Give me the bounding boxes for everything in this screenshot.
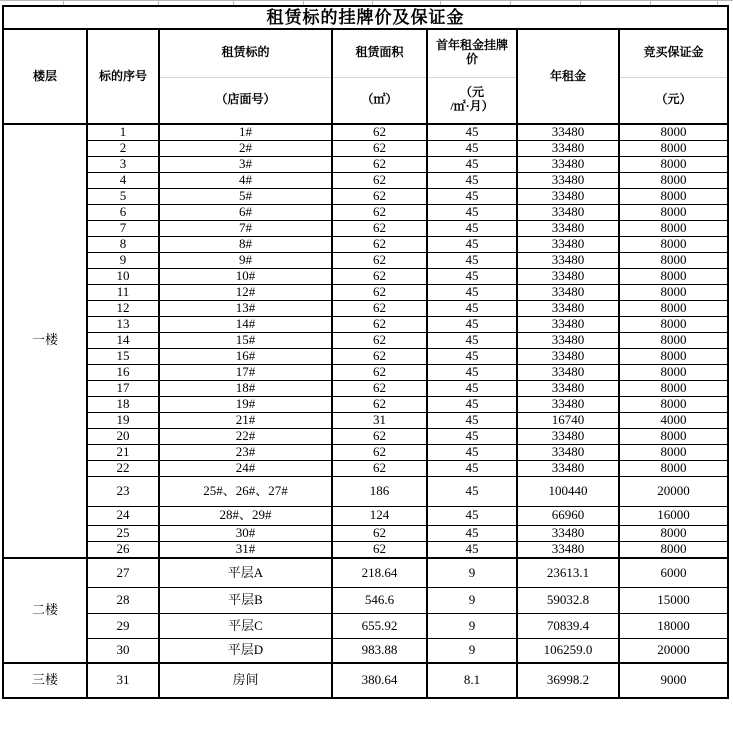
deposit-cell: 8000: [619, 140, 728, 156]
header-target-unit: （店面号）: [159, 77, 332, 124]
header-deposit-unit: （元）: [619, 77, 728, 124]
area-cell: 983.88: [332, 639, 427, 663]
area-cell: 62: [332, 252, 427, 268]
serial-cell: 18: [87, 396, 159, 412]
deposit-cell: 8000: [619, 444, 728, 460]
shop-cell: 4#: [159, 172, 332, 188]
area-cell: 62: [332, 284, 427, 300]
shop-cell: 18#: [159, 380, 332, 396]
deposit-cell: 20000: [619, 476, 728, 506]
deposit-cell: 8000: [619, 380, 728, 396]
deposit-cell: 8000: [619, 396, 728, 412]
shop-cell: 9#: [159, 252, 332, 268]
annual-rent-cell: 33480: [517, 332, 619, 348]
annual-rent-cell: 36998.2: [517, 663, 619, 698]
deposit-cell: 8000: [619, 316, 728, 332]
price-cell: 45: [427, 252, 517, 268]
price-cell: 9: [427, 639, 517, 663]
table-row: [3, 506, 728, 525]
price-cell: 45: [427, 172, 517, 188]
header-serial: 标的序号: [87, 29, 159, 124]
table-row: [3, 428, 728, 444]
area-cell: 62: [332, 396, 427, 412]
serial-cell: 27: [87, 558, 159, 588]
shop-cell: 14#: [159, 316, 332, 332]
annual-rent-cell: 16740: [517, 412, 619, 428]
serial-cell: 1: [87, 124, 159, 140]
price-cell: 45: [427, 156, 517, 172]
price-cell: 9: [427, 588, 517, 614]
table-title: 租赁标的挂牌价及保证金: [3, 6, 728, 29]
annual-rent-cell: 33480: [517, 172, 619, 188]
area-cell: 62: [332, 268, 427, 284]
title-row: [3, 6, 728, 29]
deposit-cell: 9000: [619, 663, 728, 698]
area-cell: 62: [332, 541, 427, 557]
table-row: [3, 204, 728, 220]
shop-cell: 19#: [159, 396, 332, 412]
area-cell: 62: [332, 124, 427, 140]
table-row: [3, 558, 728, 588]
deposit-cell: 8000: [619, 220, 728, 236]
header-target: 租赁标的: [159, 29, 332, 77]
annual-rent-cell: 33480: [517, 380, 619, 396]
price-cell: 45: [427, 188, 517, 204]
deposit-cell: 8000: [619, 188, 728, 204]
deposit-cell: 4000: [619, 412, 728, 428]
price-cell: 45: [427, 348, 517, 364]
shop-cell: 7#: [159, 220, 332, 236]
serial-cell: 13: [87, 316, 159, 332]
table-row: [3, 284, 728, 300]
price-cell: 45: [427, 364, 517, 380]
annual-rent-cell: 33480: [517, 396, 619, 412]
table-row: [3, 172, 728, 188]
area-cell: 62: [332, 460, 427, 476]
serial-cell: 14: [87, 332, 159, 348]
serial-cell: 30: [87, 639, 159, 663]
annual-rent-cell: 33480: [517, 525, 619, 541]
area-cell: 62: [332, 172, 427, 188]
table-row: [3, 639, 728, 663]
price-cell: 45: [427, 220, 517, 236]
annual-rent-cell: 33480: [517, 364, 619, 380]
annual-rent-cell: 33480: [517, 300, 619, 316]
annual-rent-cell: 33480: [517, 140, 619, 156]
area-cell: 62: [332, 428, 427, 444]
area-cell: 62: [332, 525, 427, 541]
area-cell: 218.64: [332, 558, 427, 588]
serial-cell: 31: [87, 663, 159, 698]
serial-cell: 3: [87, 156, 159, 172]
deposit-cell: 8000: [619, 525, 728, 541]
table-row: [3, 300, 728, 316]
serial-cell: 20: [87, 428, 159, 444]
area-cell: 380.64: [332, 663, 427, 698]
serial-cell: 21: [87, 444, 159, 460]
price-cell: 45: [427, 444, 517, 460]
deposit-cell: 8000: [619, 428, 728, 444]
deposit-cell: 8000: [619, 300, 728, 316]
price-cell: 9: [427, 558, 517, 588]
price-cell: 45: [427, 140, 517, 156]
table-row: [3, 396, 728, 412]
area-cell: 62: [332, 316, 427, 332]
table-row: [3, 220, 728, 236]
serial-cell: 6: [87, 204, 159, 220]
annual-rent-cell: 33480: [517, 220, 619, 236]
serial-cell: 2: [87, 140, 159, 156]
table-row: [3, 316, 728, 332]
area-cell: 62: [332, 332, 427, 348]
deposit-cell: 8000: [619, 332, 728, 348]
price-cell: 45: [427, 412, 517, 428]
area-cell: 31: [332, 412, 427, 428]
serial-cell: 5: [87, 188, 159, 204]
shop-cell: 22#: [159, 428, 332, 444]
shop-cell: 1#: [159, 124, 332, 140]
deposit-cell: 15000: [619, 588, 728, 614]
annual-rent-cell: 33480: [517, 236, 619, 252]
deposit-cell: 8000: [619, 460, 728, 476]
shop-cell: 13#: [159, 300, 332, 316]
annual-rent-cell: 33480: [517, 284, 619, 300]
serial-cell: 12: [87, 300, 159, 316]
floor-cell: 二楼: [3, 558, 87, 663]
annual-rent-cell: 70839.4: [517, 614, 619, 639]
shop-cell: 25#、26#、27#: [159, 476, 332, 506]
annual-rent-cell: 106259.0: [517, 639, 619, 663]
deposit-cell: 8000: [619, 284, 728, 300]
serial-cell: 19: [87, 412, 159, 428]
price-cell: 45: [427, 506, 517, 525]
table-row: [3, 188, 728, 204]
table-row: [3, 252, 728, 268]
serial-cell: 24: [87, 506, 159, 525]
header-deposit: 竞买保证金: [619, 29, 728, 77]
price-cell: 45: [427, 396, 517, 412]
table-row: [3, 663, 728, 698]
deposit-cell: 20000: [619, 639, 728, 663]
shop-cell: 10#: [159, 268, 332, 284]
serial-cell: 4: [87, 172, 159, 188]
annual-rent-cell: 33480: [517, 252, 619, 268]
area-cell: 62: [332, 380, 427, 396]
shop-cell: 17#: [159, 364, 332, 380]
serial-cell: 26: [87, 541, 159, 557]
annual-rent-cell: 100440: [517, 476, 619, 506]
deposit-cell: 8000: [619, 172, 728, 188]
deposit-cell: 8000: [619, 204, 728, 220]
table-row: [3, 444, 728, 460]
table-row: [3, 588, 728, 614]
annual-rent-cell: 33480: [517, 444, 619, 460]
shop-cell: 28#、29#: [159, 506, 332, 525]
deposit-cell: 8000: [619, 236, 728, 252]
annual-rent-cell: 66960: [517, 506, 619, 525]
table-head: [3, 6, 728, 124]
area-cell: 62: [332, 156, 427, 172]
annual-rent-cell: 33480: [517, 204, 619, 220]
deposit-cell: 8000: [619, 156, 728, 172]
serial-cell: 15: [87, 348, 159, 364]
shop-cell: 30#: [159, 525, 332, 541]
area-cell: 186: [332, 476, 427, 506]
area-cell: 62: [332, 444, 427, 460]
shop-cell: 平层B: [159, 588, 332, 614]
shop-cell: 8#: [159, 236, 332, 252]
annual-rent-cell: 33480: [517, 316, 619, 332]
area-cell: 62: [332, 220, 427, 236]
shop-cell: 3#: [159, 156, 332, 172]
serial-cell: 8: [87, 236, 159, 252]
header-area: 租赁面积: [332, 29, 427, 77]
price-cell: 45: [427, 476, 517, 506]
serial-cell: 16: [87, 364, 159, 380]
serial-cell: 23: [87, 476, 159, 506]
shop-cell: 16#: [159, 348, 332, 364]
annual-rent-cell: 33480: [517, 268, 619, 284]
header-row-top: [3, 29, 728, 77]
table-row: [3, 614, 728, 639]
shop-cell: 21#: [159, 412, 332, 428]
price-cell: 9: [427, 614, 517, 639]
price-cell: 45: [427, 525, 517, 541]
floor-cell: 三楼: [3, 663, 87, 698]
price-cell: 45: [427, 316, 517, 332]
serial-cell: 7: [87, 220, 159, 236]
table-row: [3, 156, 728, 172]
price-cell: 45: [427, 284, 517, 300]
shop-cell: 31#: [159, 541, 332, 557]
annual-rent-cell: 33480: [517, 460, 619, 476]
annual-rent-cell: 33480: [517, 156, 619, 172]
shop-cell: 房间: [159, 663, 332, 698]
table-row: [3, 236, 728, 252]
serial-cell: 22: [87, 460, 159, 476]
area-cell: 62: [332, 188, 427, 204]
area-cell: 655.92: [332, 614, 427, 639]
header-area-unit: （㎡）: [332, 77, 427, 124]
deposit-cell: 8000: [619, 268, 728, 284]
table-row: [3, 332, 728, 348]
price-cell: 8.1: [427, 663, 517, 698]
price-cell: 45: [427, 236, 517, 252]
serial-cell: 9: [87, 252, 159, 268]
deposit-cell: 8000: [619, 124, 728, 140]
area-cell: 62: [332, 236, 427, 252]
deposit-cell: 8000: [619, 541, 728, 557]
serial-cell: 25: [87, 525, 159, 541]
table-row: [3, 476, 728, 506]
header-price: [427, 29, 517, 77]
floor-cell: 一楼: [3, 124, 87, 558]
area-cell: 62: [332, 140, 427, 156]
rental-table: [2, 5, 729, 699]
price-cell: 45: [427, 300, 517, 316]
area-cell: 62: [332, 364, 427, 380]
serial-cell: 17: [87, 380, 159, 396]
serial-cell: 28: [87, 588, 159, 614]
table-row: [3, 364, 728, 380]
area-cell: 62: [332, 300, 427, 316]
price-cell: 45: [427, 428, 517, 444]
deposit-cell: 8000: [619, 252, 728, 268]
price-cell: 45: [427, 332, 517, 348]
header-annual-rent: 年租金: [517, 29, 619, 124]
serial-cell: 11: [87, 284, 159, 300]
price-cell: 45: [427, 541, 517, 557]
price-cell: 45: [427, 124, 517, 140]
area-cell: 62: [332, 204, 427, 220]
table-row: [3, 268, 728, 284]
shop-cell: 24#: [159, 460, 332, 476]
deposit-cell: 8000: [619, 348, 728, 364]
table-row: [3, 412, 728, 428]
header-price-unit-line1: （元: [459, 85, 484, 100]
table-body: [3, 124, 728, 698]
deposit-cell: 6000: [619, 558, 728, 588]
table-row: [3, 140, 728, 156]
table-row: [3, 380, 728, 396]
header-floor: 楼层: [3, 29, 87, 124]
table-row: [3, 525, 728, 541]
table-row: [3, 541, 728, 557]
annual-rent-cell: 33480: [517, 124, 619, 140]
area-cell: 546.6: [332, 588, 427, 614]
shop-cell: 6#: [159, 204, 332, 220]
header-price-unit: [427, 77, 517, 124]
shop-cell: 5#: [159, 188, 332, 204]
shop-cell: 23#: [159, 444, 332, 460]
annual-rent-cell: 33480: [517, 428, 619, 444]
area-cell: 124: [332, 506, 427, 525]
annual-rent-cell: 33480: [517, 541, 619, 557]
shop-cell: 2#: [159, 140, 332, 156]
area-cell: 62: [332, 348, 427, 364]
serial-cell: 29: [87, 614, 159, 639]
deposit-cell: 16000: [619, 506, 728, 525]
annual-rent-cell: 33480: [517, 188, 619, 204]
deposit-cell: 18000: [619, 614, 728, 639]
header-price-text: 首年租金挂牌价: [436, 38, 509, 67]
annual-rent-cell: 33480: [517, 348, 619, 364]
table-row: [3, 124, 728, 140]
shop-cell: 平层D: [159, 639, 332, 663]
price-cell: 45: [427, 380, 517, 396]
serial-cell: 10: [87, 268, 159, 284]
price-cell: 45: [427, 460, 517, 476]
shop-cell: 12#: [159, 284, 332, 300]
annual-rent-cell: 59032.8: [517, 588, 619, 614]
annual-rent-cell: 23613.1: [517, 558, 619, 588]
price-cell: 45: [427, 204, 517, 220]
table-row: [3, 348, 728, 364]
deposit-cell: 8000: [619, 364, 728, 380]
header-price-unit-line2: /㎡·月）: [450, 99, 494, 114]
price-cell: 45: [427, 268, 517, 284]
table-row: [3, 460, 728, 476]
shop-cell: 15#: [159, 332, 332, 348]
shop-cell: 平层C: [159, 614, 332, 639]
shop-cell: 平层A: [159, 558, 332, 588]
